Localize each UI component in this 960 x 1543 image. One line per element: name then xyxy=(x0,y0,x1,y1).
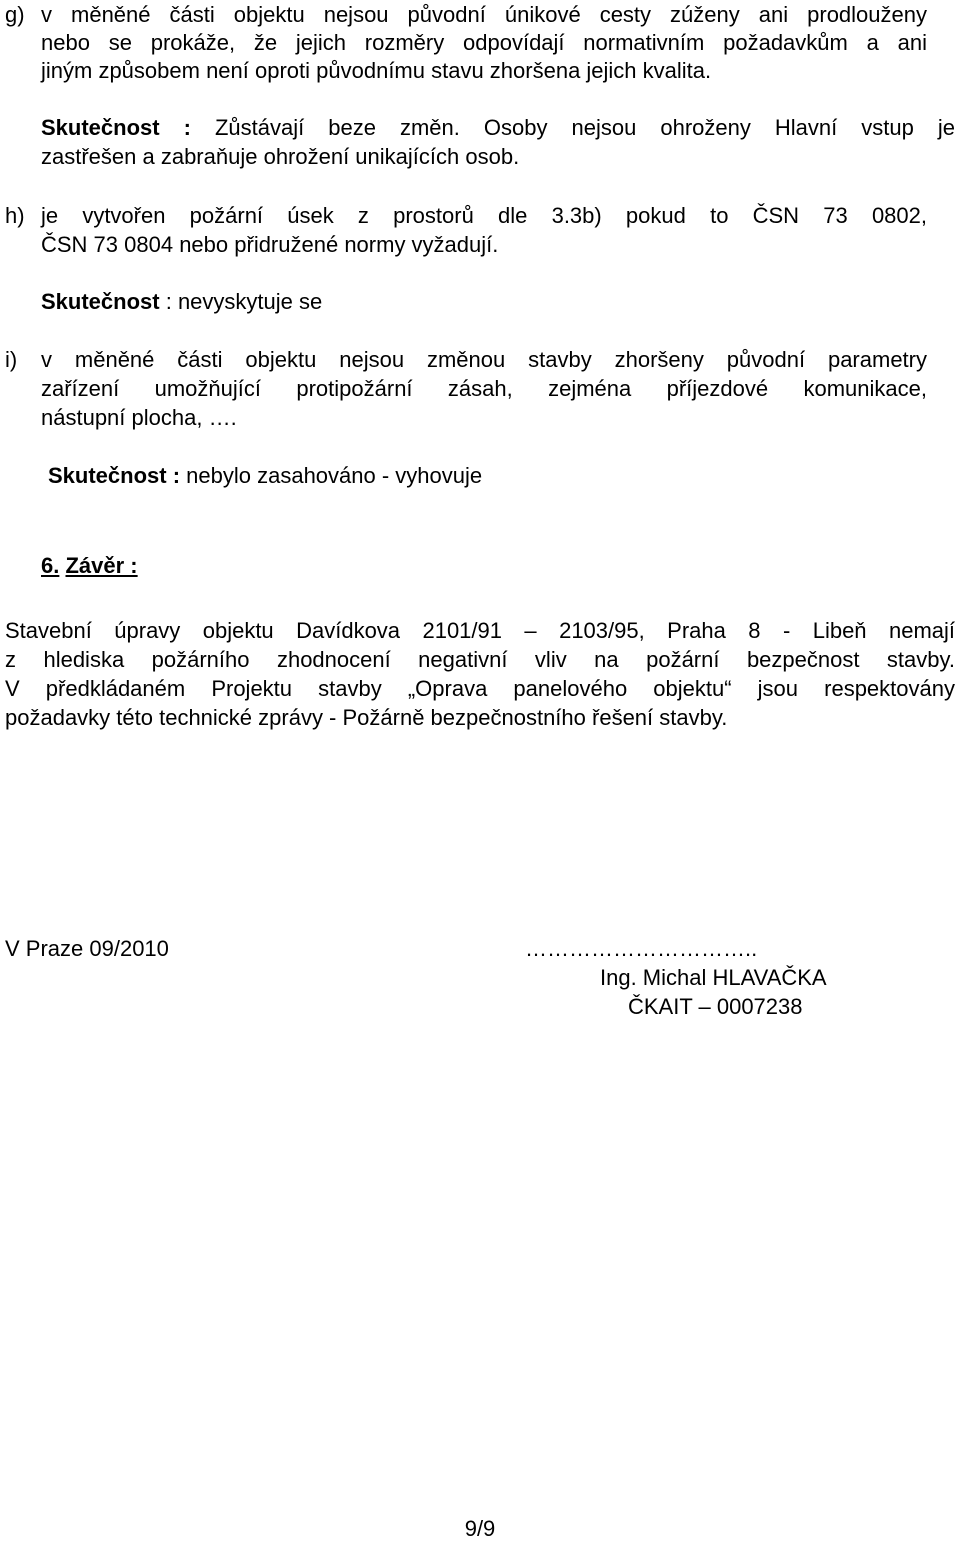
conclusion-heading xyxy=(41,551,138,580)
finding-label: Skutečnost : xyxy=(41,115,191,140)
conclusion-line-1: Stavební úpravy objektu Davídkova 2101/91 – 2103/95, Praha 8 - Libeň nemají xyxy=(5,618,955,643)
section-i-line-3: nástupní plocha, …. xyxy=(41,405,237,430)
section-i-line-1: v měněné části objektu nejsou změnou stavby zhoršeny původní parametry xyxy=(41,347,927,372)
section-g-marker: g) xyxy=(5,2,25,27)
finding-label: Skutečnost xyxy=(41,289,160,314)
conclusion-line-4: požadavky této technické zprávy - Požárně bezpečnostního řešení stavby. xyxy=(5,705,728,730)
section-h-line-2: ČSN 73 0804 nebo přidružené normy vyžadují. xyxy=(41,232,499,257)
conclusion-line-3: V předkládaném Projektu stavby „Oprava panelového objektu“ jsou respektovány xyxy=(5,676,955,701)
finding-label: Skutečnost : xyxy=(48,463,181,488)
section-i-line-2: zařízení umožňující protipožární zásah, zejména příjezdové komunikace, xyxy=(41,376,927,401)
section-i-finding xyxy=(48,461,482,490)
conclusion-title: Závěr : xyxy=(65,553,138,578)
section-g-line-3: jiným způsobem není oproti původnímu stavu zhoršena jejich kvalita. xyxy=(41,58,712,83)
section-g-line-2: nebo se prokáže, že jejich rozměry odpovídají normativním požadavkům a ani xyxy=(41,30,927,55)
finding-text: : nevyskytuje se xyxy=(165,289,323,314)
page-number: 9/9 xyxy=(464,1516,496,1541)
signatory-name: Ing. Michal HLAVAČKA xyxy=(600,965,827,990)
finding-text: Zůstávají beze změn. Osoby nejsou ohroženy Hlavní vstup je xyxy=(214,115,955,140)
section-h-marker: h) xyxy=(5,203,25,228)
section-g-finding-line-2: zastřešen a zabraňuje ohrožení unikajících osob. xyxy=(41,144,520,169)
section-g-finding xyxy=(41,113,955,142)
conclusion-line-2: z hlediska požárního zhodnocení negativní vliv na požární bezpečnost stavby. xyxy=(5,647,955,672)
finding-text: nebylo zasahováno - vyhovuje xyxy=(186,463,483,488)
signature-dots: ………………………….. xyxy=(525,936,758,961)
section-h-line-1: je vytvořen požární úsek z prostorů dle 3.3b) pokud to ČSN 73 0802, xyxy=(41,203,927,228)
conclusion-number: 6. xyxy=(41,553,60,578)
place-date: V Praze 09/2010 xyxy=(5,936,169,961)
section-g-line-1: v měněné části objektu nejsou původní únikové cesty zúženy ani prodlouženy xyxy=(41,2,927,27)
signatory-id: ČKAIT – 0007238 xyxy=(628,994,803,1019)
section-h-finding xyxy=(41,287,322,316)
section-i-marker: i) xyxy=(5,347,18,372)
